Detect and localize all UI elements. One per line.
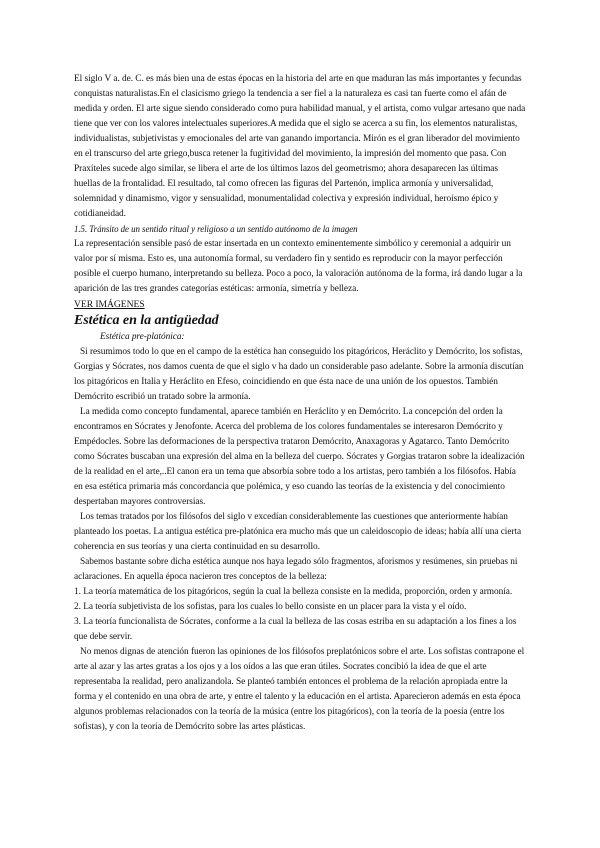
- list-item: 2. La teoría subjetivista de los sofistas, para los cuales lo bello consiste en un placer para la vista y el oído.: [74, 602, 467, 612]
- paragraph-measure: La medida como concepto fundamental, aparece también en Heráclito y en Demócrito. La concepción del orden la encontramos en Sócrates y Jenofonte. Acerca del problema de los colores fundamentales se interesaron Demócrito y Empédocles. Sobre las deformaciones de la perspectiva trataron Demócrito, Anaxagoras y Agatarco. Tanto Demócrito como Sócrates buscaban una expresión del alma en la belleza del cuerpo. Sócrates y Gorgias trataron sobre la idealización de la realidad en el arte,..El canon era un tema que absorbía sobre todo a los artistas, pero también a los filósofos. Había en esa estética primaria más concordancia que polémica, y eso cuando las teorías de la existencia y del conocimiento despertaban mayores controversias.: [74, 407, 525, 507]
- ver-imagenes-link[interactable]: VER IMÁGENES: [74, 299, 145, 310]
- paragraph-concepts: Sabemos bastante sobre dicha estética aunque nos haya legado sólo fragmentos, aforismos y resúmenes, sin pruebas ni aclaraciones. En aquella época nacieron tres conceptos de la belleza:: [74, 557, 518, 582]
- document-body: [74, 72, 526, 735]
- paragraph-themes: Los temas tratados por los filósofos del siglo v excedían considerablemente las cuestiones que anteriormente habían planteado los poetas. La antigua estética pre-platónica era mucho más que un caleidoscopio de ideas; había allí una cierta coherencia en sus teorías y una cierta continuidad en su desarrollo.: [74, 512, 522, 552]
- paragraph-autonomy: La representación sensible pasó de estar insertada en un contexto eminentemente simbólico y ceremonial a adquirir un valor por sí misma. Esto es, una autonomía formal, su verdadero fin y sentido es reproducir con la mayor perfección posible el cuerpo humano, interpretando su belleza. Poco a poco, la valoración autónoma de la forma, irá dando lugar a la aparición de las tres grandes categorías estéticas: armonía, simetría y belleza.: [74, 239, 523, 294]
- list-item: 3. La teoría funcionalista de Sócrates, conforme a la cual la belleza de las cosas estriba en su adaptación a los fines a los que debe servir.: [74, 617, 517, 642]
- list-item: 1. La teoría matemática de los pitagóricos, según la cual la belleza consiste en la medida, proporción, orden y armonía.: [74, 587, 513, 597]
- paragraph-art-opinions: No menos dignas de atención fueron las opiniones de los filósofos preplatónicos sobre el arte. Los sofistas contrapone el arte al azar y las artes gratas a los ojos y a los oídos a las que eran útiles. Socrates concibió la idea de que el arte representaba la realidad, pero analizandola. Se planteó también entonces el problema de la relación apropiada entre la forma y el contenido en una obra de arte, y entre el talento y la educación en el artista. Aparecieron además en esta época algunos problemas relacionados con la teoría de la música (entre los pitagóricos), con la teoría de la poesía (entre los sofistas), y con la teoría de Demócrito sobre las artes plásticas.: [74, 647, 525, 732]
- paragraph-summary: Si resumimos todo lo que en el campo de la estética han conseguido los pitagóricos, Heráclito y Demócrito, los sofistas, Gorgias y Sócrates, nos damos cuenta de que el siglo v ha dado un considerable paso adelante. Sobre la armonía discutían los pitagóricos en Italia y Heráclito en Efeso, coincidiendo en que ésta nace de una unión de los opuestos. También Demócrito escribió un tratado sobre la armonía.: [74, 347, 524, 402]
- section-subheading: 1.5. Tránsito de un sentido ritual y religioso a un sentido autónomo de la imagen: [74, 224, 358, 234]
- section-heading: Estética en la antigüedad: [74, 313, 219, 328]
- subsection-heading: Estética pre-platónica:: [100, 332, 185, 342]
- paragraph-classicism: El siglo V a. de. C. es más bien una de estas épocas en la historia del arte en que maduran las más importantes y fecundas conquistas naturalistas.En el clasicismo griego la tendencia a ser fiel a la naturaleza es casi tan fuerte como el afán de medida y orden. El arte sigue siendo considerado como pura habilidad manual, y el artista, como vulgar artesano que nada tiene que ver con los valores intelectuales superiores.A medida que el siglo se acerca a su fin, los elementos naturalistas, individualistas, subjetivistas y emocionales del arte van ganando importancia. Mirón es el gran liberador del movimiento en el transcurso del arte griego,busca retener la fugitividad del movimiento, la impresión del momento que pasa. Con Praxíteles sucede algo similar, se libera el arte de los últimos lazos del geometrismo; ahora desaparecen las últimas huellas de la frontalidad. El resultado, tal como ofrecen las figuras del Partenón, implica armonía y universalidad, solemnidad y dinamismo, vigor y sensualidad, monumentalidad colectiva y expresión individual, heroísmo épico y cotidianeidad.: [74, 74, 526, 219]
